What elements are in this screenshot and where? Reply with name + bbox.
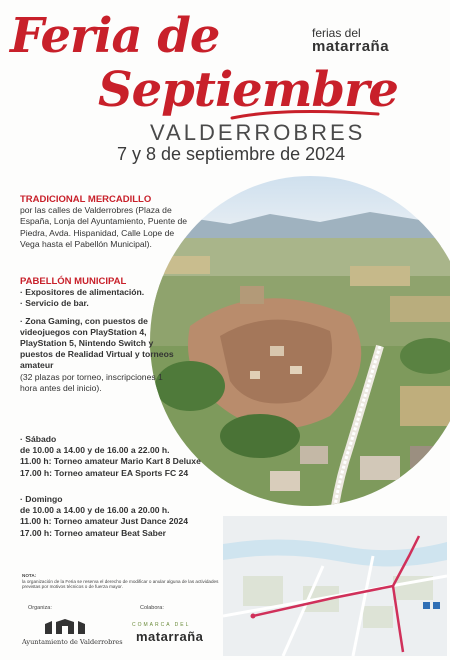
comarca-name: matarraña <box>136 629 204 644</box>
pabellon-item-food: · Expositores de alimentación. <box>20 287 145 298</box>
event-dates: 7 y 8 de septiembre de 2024 <box>117 144 346 164</box>
domingo-day: · Domingo <box>20 494 63 504</box>
brand-small-text: ferias del <box>312 26 361 40</box>
mercadillo-section <box>20 194 195 250</box>
organiza-label: Organiza: <box>28 605 52 611</box>
sabado-day: · Sábado <box>20 434 57 444</box>
domingo-section <box>20 494 215 539</box>
pabellon-heading: PABELLÓN MUNICIPAL <box>20 276 127 287</box>
colabora-label: Colabora: <box>140 605 164 611</box>
parking-icon <box>423 602 430 609</box>
gaming-zone-note: (32 plazas por torneo, inscripciones 1 hora antes del inicio). <box>20 371 163 393</box>
town-name: VALDERROBRES <box>150 120 366 145</box>
domingo-event: 11.00 h: Torneo amateur Just Dance 2024 <box>20 516 188 527</box>
route-map <box>223 516 447 656</box>
domingo-hours: de 10.00 a 14.00 y de 16.00 a 20.00 h. <box>20 505 170 516</box>
sabado-hours: de 10.00 a 14.00 y de 16.00 a 22.00 h. <box>20 445 170 456</box>
pabellon-item-bar: · Servicio de bar. <box>20 298 89 309</box>
pabellon-section <box>20 276 180 394</box>
sabado-event: 17.00 h: Torneo amateur EA Sports FC 24 <box>20 467 189 478</box>
mercadillo-body: por las calles de Valderrobres (Plaza de España, Lonja del Ayuntamiento, Puente de Piedra, Avda. Hispanidad, Calle Lope de Vega hasta el Pabellón Municipal). <box>20 205 188 249</box>
note-title: NOTA: <box>22 573 37 578</box>
note-body: la organización de la Feria se reserva el derecho de modificar o anular alguna de las actividades previstas por motivos técnicos o de fuerza mayor. <box>22 578 219 590</box>
ayuntamiento-name: Ayuntamiento de Valderrobres <box>22 638 123 646</box>
title-line-1: Feria de <box>10 8 220 64</box>
organization-note <box>22 573 222 590</box>
ayuntamiento-crest-icon <box>40 618 90 636</box>
title-line-2: Septiembre <box>98 62 398 118</box>
comarca-label: COMARCA DEL <box>132 622 191 628</box>
mercadillo-heading: TRADICIONAL MERCADILLO <box>20 194 152 205</box>
brand-big-text: matarraña <box>312 38 390 55</box>
domingo-event: 17.00 h: Torneo amateur Beat Saber <box>20 527 166 538</box>
ferias-del-matarrana-logo <box>312 26 389 55</box>
map-pin-icon <box>251 614 256 619</box>
parking-icon <box>433 602 440 609</box>
gaming-zone-text: · Zona Gaming, con puestos de videojuegos con PlayStation 4, PlayStation 5, Nintendo Switch y puestos de Realidad Virtual y torneos amateur <box>20 315 174 371</box>
sabado-section <box>20 434 215 479</box>
sabado-event: 11.00 h: Torneo amateur Mario Kart 8 Deluxe <box>20 456 201 467</box>
